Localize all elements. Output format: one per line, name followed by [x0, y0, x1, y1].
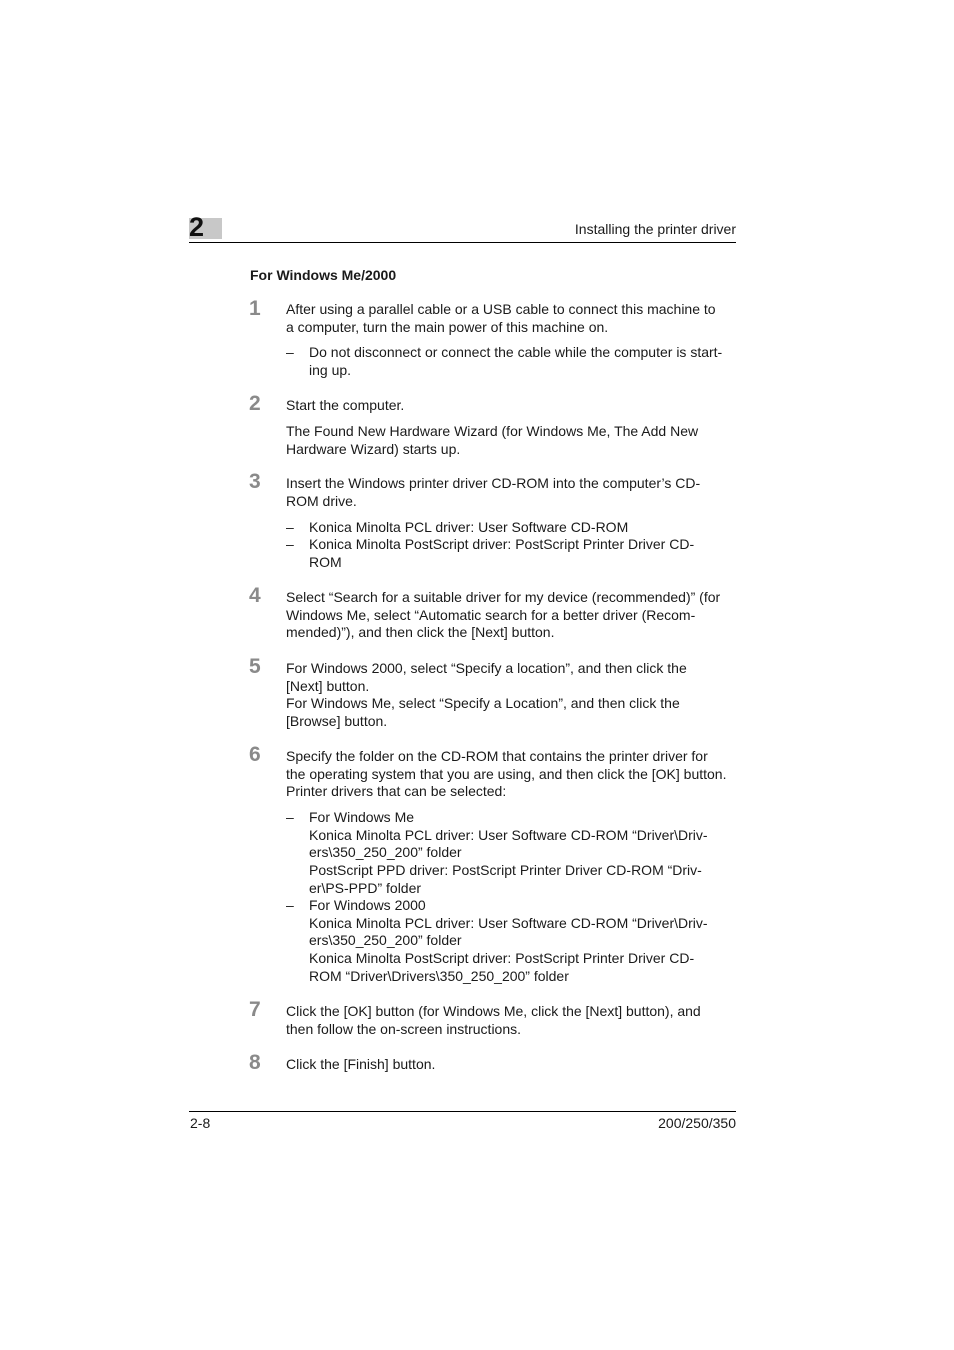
step-6-text: Specify the folder on the CD-ROM that contains the printer driver for the operating system that you are using, and then click the [OK] button. Printer drivers that can be selected:	[286, 748, 727, 800]
step-3-bullet-1-dash: –	[286, 519, 294, 535]
step-1-bullet-dash: –	[286, 344, 294, 360]
step-8-text: Click the [Finish] button.	[286, 1056, 436, 1072]
header-divider	[189, 242, 736, 243]
step-6-bullet-1: For Windows Me Konica Minolta PCL driver: User Software CD-ROM “Driver\Driv- ers\350_250_200” folder PostScript PPD driver: PostScript Printer Driver CD-ROM “Driv- er\PS-PPD” folder	[309, 809, 708, 896]
chapter-number: 2	[189, 212, 205, 242]
step-6-bullet-2-dash: –	[286, 897, 294, 913]
step-3-text: Insert the Windows printer driver CD-ROM into the computer’s CD- ROM drive.	[286, 475, 701, 509]
step-number-4: 4	[249, 584, 261, 607]
step-number-7: 7	[249, 998, 261, 1021]
step-number-5: 5	[249, 655, 261, 678]
step-number-6: 6	[249, 743, 261, 766]
step-3-bullet-2-dash: –	[286, 536, 294, 552]
step-5-text: For Windows 2000, select “Specify a location”, and then click the [Next] button. For Windows Me, select “Specify a Location”, and then click the [Browse] button.	[286, 660, 687, 730]
step-3-bullet-1: Konica Minolta PCL driver: User Software CD-ROM	[309, 519, 629, 535]
step-1-bullet: Do not disconnect or connect the cable while the computer is start- ing up.	[309, 344, 723, 378]
model-number: 200/250/350	[658, 1115, 736, 1131]
step-3-bullet-2: Konica Minolta PostScript driver: PostScript Printer Driver CD- ROM	[309, 536, 695, 570]
page-number: 2-8	[190, 1115, 211, 1131]
step-number-8: 8	[249, 1051, 261, 1074]
step-number-2: 2	[249, 392, 261, 415]
step-number-1: 1	[249, 297, 261, 320]
step-2-note: The Found New Hardware Wizard (for Windows Me, The Add New Hardware Wizard) starts up.	[286, 423, 699, 457]
step-number-3: 3	[249, 470, 261, 493]
section-title: For Windows Me/2000	[250, 267, 397, 283]
step-4-text: Select “Search for a suitable driver for my device (recommended)” (for Windows Me, select “Automatic search for a better driver (Recom- mended)”), and then click the [Next] button.	[286, 589, 721, 641]
header-title: Installing the printer driver	[574, 221, 736, 237]
step-6-bullet-2: For Windows 2000 Konica Minolta PCL driver: User Software CD-ROM “Driver\Driv- ers\350_250_200” folder Konica Minolta PostScript driver: PostScript Printer Driver CD- ROM “Driver\Drivers\350_250_200” folder	[309, 897, 708, 984]
footer-divider	[189, 1111, 736, 1112]
step-1-text: After using a parallel cable or a USB cable to connect this machine to a computer, turn the main power of this machine on.	[286, 301, 716, 335]
step-7-text: Click the [OK] button (for Windows Me, click the [Next] button), and then follow the on-screen instructions.	[286, 1003, 701, 1037]
step-2-text: Start the computer.	[286, 397, 405, 413]
step-6-bullet-1-dash: –	[286, 809, 294, 825]
